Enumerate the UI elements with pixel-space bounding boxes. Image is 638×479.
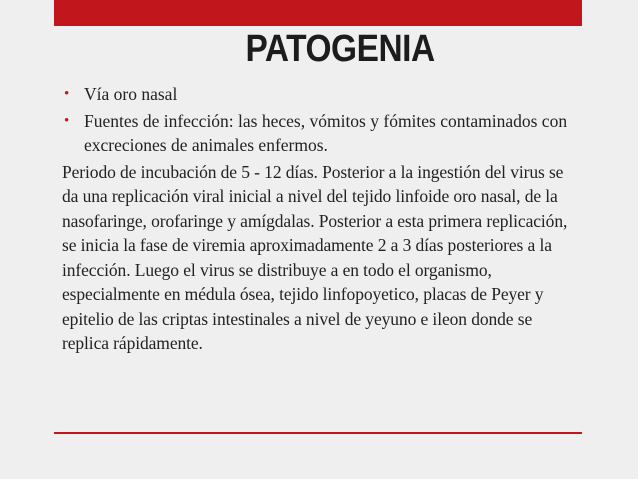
top-accent-bar [54,0,582,26]
bullet-text: Vía oro nasal [84,84,178,104]
slide-title: PATOGENIA [245,28,435,70]
bullet-text: Fuentes de infección: las heces, vómitos y fómites contaminados con excreciones de animales enfermos. [84,110,568,155]
bullet-dot-icon: • [64,86,70,102]
bottom-divider [54,432,582,434]
body-paragraph: Periodo de incubación de 5 - 12 días. Posterior a la ingestión del virus se da una replicación viral inicial a nivel del tejido linfoide oro nasal, de la nasofaringe, orofaringe y amígdalas. Posterior a esta primera replicación, se inicia la fase de viremia aproximadamente 2 a 3 días posteriores a la infección. Luego el virus se distribuye a en todo el organismo, especialmente en médula ósea, tejido linfopoyetico, placas de Peyer y epitelio de las criptas intestinales a nivel de yeyuno e ileon donde se replica rápidamente. [62,161,568,353]
bullet-list [62,82,582,158]
slide-content [62,82,582,356]
bullet-dot-icon: • [64,112,70,129]
bullet-item [62,82,582,107]
bullet-item [62,109,582,158]
